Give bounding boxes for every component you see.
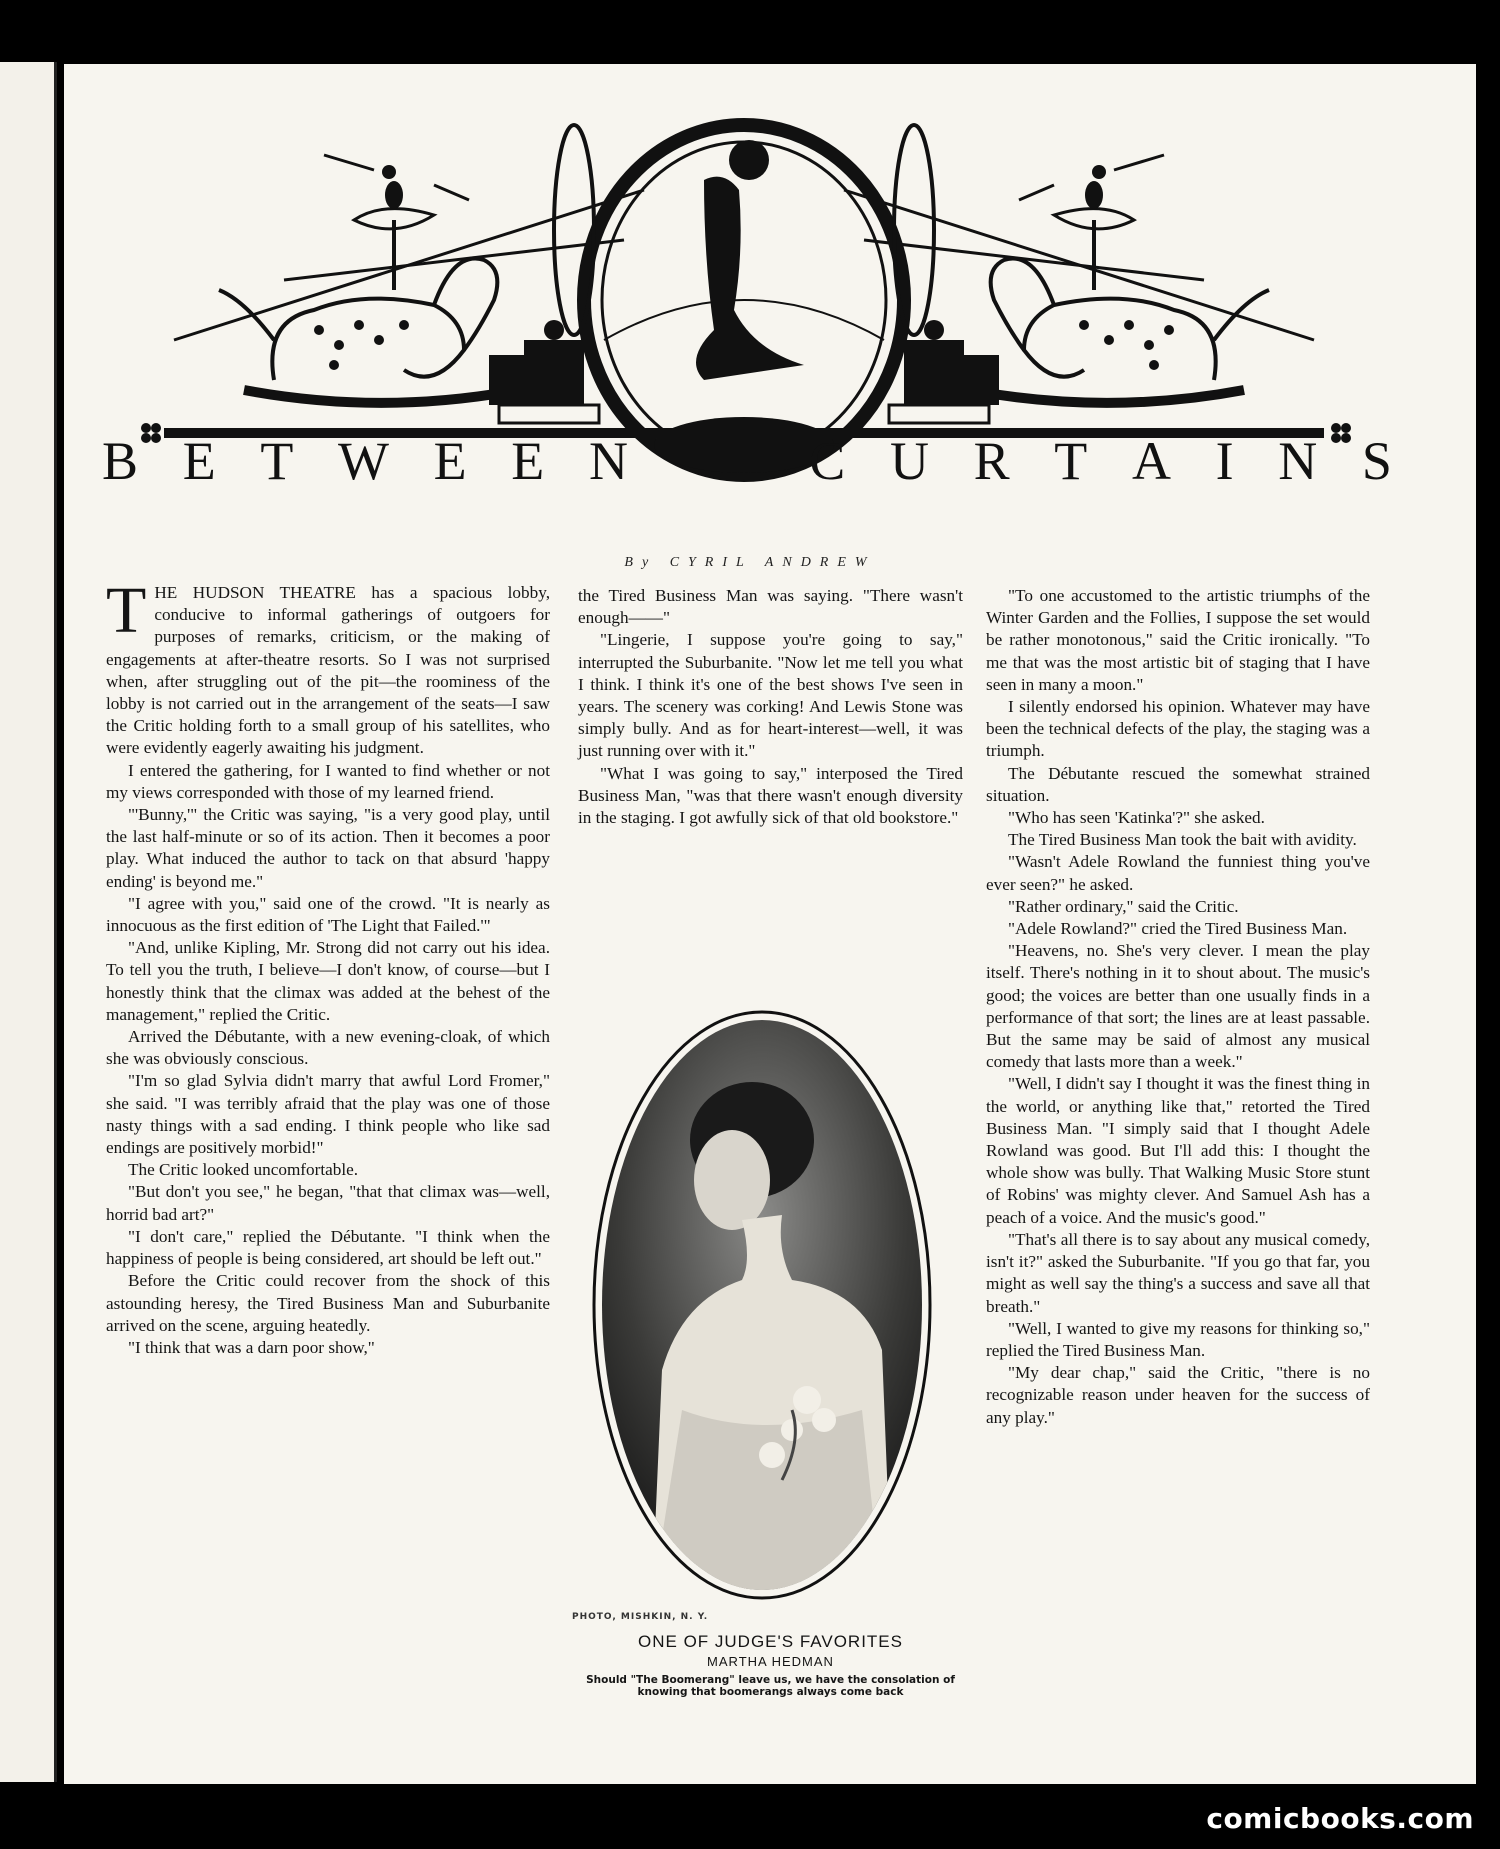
paragraph: "Heavens, no. She's very clever. I mean the play itself. There's nothing in it to shout about. The music's good; the voices are better than one usually finds in a performance of that sort; the lines are at least passable. But the same may be said of almost any musical comedy that lasts more than a week.": [986, 941, 1370, 1072]
caption-note: Should "The Boomerang" leave us, we have the consolation of knowing that boomerangs always come back: [586, 1674, 955, 1698]
title-word-gap: [673, 430, 765, 492]
paragraph: "Rather ordinary," said the Critic.: [1008, 896, 1239, 916]
paragraph: "I'm so glad Sylvia didn't marry that awful Lord Fromer," she said. "I was terribly afraid that the play was one of those nasty things with a sad ending. I think people who like sad endings are positively morbid!": [106, 1071, 550, 1158]
paragraph: I entered the gathering, for I wanted to find whether or not my views corresponded with those of my learned friend.: [106, 760, 550, 802]
paragraph: "To one accustomed to the artistic triumphs of the Winter Garden and the Follies, I suppose the set would be rather monotonous," said the Critic ironically. "To me that was the most artistic bit of staging that I have seen in many a moon.": [986, 586, 1370, 694]
paragraph: "Adele Rowland?" cried the Tired Business Man.: [1008, 919, 1348, 939]
title-letter: T: [260, 431, 294, 491]
watermark: comicbooks.com: [1206, 1802, 1474, 1835]
title-letter: E: [433, 431, 467, 491]
caption-title: ONE OF JUDGE'S FAVORITES: [638, 1632, 903, 1651]
paragraph: The Tired Business Man took the bait with avidity.: [1008, 830, 1357, 850]
byline: By CYRIL ANDREW: [624, 555, 876, 570]
text-column-1: [106, 574, 550, 1359]
paragraph: "My dear chap," said the Critic, "there is no recognizable reason under heaven for the success of any play.": [986, 1363, 1370, 1427]
paragraph: "That's all there is to say about any musical comedy, isn't it?" asked the Suburbanite. "If you go that far, you might as well say the thing's a success and save all that breath.": [986, 1229, 1370, 1316]
text-column-2: [578, 585, 963, 829]
paragraph: The Critic looked uncomfortable.: [128, 1160, 359, 1180]
paragraph: "Wasn't Adele Rowland the funniest thing you've ever seen?" he asked.: [986, 852, 1370, 894]
title-letter: E: [182, 431, 216, 491]
title-letter: A: [1131, 431, 1171, 491]
paragraph: Before the Critic could recover from the shock of this astounding heresy, the Tired Business Man and Suburbanite arrived on the scene, arguing heatedly.: [106, 1271, 550, 1335]
article-title: [102, 430, 1392, 492]
paragraph: "I don't care," replied the Débutante. "I think when the happiness of people is being considered, art should be left out.": [106, 1226, 550, 1269]
paragraph: "'Bunny,'" the Critic was saying, "is a very good play, until the last half-minute or so of its action. Then it becomes a poor play. What induced the author to tack on that absurd 'happy ending' is beyond me.": [106, 805, 550, 891]
paragraph: "What I was going to say," interposed the Tired Business Man, "was that there wasn't enough diversity in the staging. I got awfully sick of that old bookstore.": [578, 763, 963, 828]
paragraph: "I think that was a darn poor show,": [128, 1337, 375, 1357]
paragraph: "And, unlike Kipling, Mr. Strong did not carry out his idea. To tell you the truth, I believe—I don't know, of course—but I honestly think that the climax was added at the behest of the management," replied the Critic.: [106, 938, 550, 1024]
title-letter: N: [1278, 431, 1318, 491]
paragraph: "Lingerie, I suppose you're going to say," interrupted the Suburbanite. "Now let me tell you what I think. I think it's one of the best shows I've seen in years. The scenery was corking! And Lewis Stone was simply bully. And as for heart-interest—well, it was just running over with it.": [578, 630, 963, 761]
title-letter: R: [973, 431, 1010, 491]
title-letter: C: [809, 431, 846, 491]
paragraph: Arrived the Débutante, with a new evening-cloak, of which she was obviously conscious.: [106, 1027, 550, 1069]
title-letter: S: [1361, 431, 1392, 491]
text-column-3: [986, 585, 1370, 1429]
paragraph: "But don't you see," he began, "that that climax was—well, horrid bad art?": [106, 1182, 550, 1224]
title-letter: I: [1215, 431, 1234, 491]
paragraph: the Tired Business Man was saying. "There wasn't enough——": [578, 586, 963, 628]
title-letter: W: [338, 431, 389, 491]
caption-name: MARTHA HEDMAN: [707, 1654, 834, 1669]
paragraph: I silently endorsed his opinion. Whatever may have been the technical defects of the play, the staging was a triumph.: [986, 697, 1370, 761]
paragraph: THE HUDSON THEATRE has a spacious lobby, conducive to informal gatherings of outgoers for purposes of remarks, criticism, or the making of engagements at after-theatre resorts. So I was not surprised when, after struggling out of the pit—the roominess of the lobby is not carried out in the arrangement of the seats—I saw the Critic holding forth to a small group of his satellites, who were evidently eagerly awaiting his judgment.: [106, 574, 550, 758]
title-letter: T: [1054, 431, 1088, 491]
photo-credit: PHOTO, MISHKIN, N. Y.: [572, 1612, 709, 1622]
facing-page-edge: [0, 62, 57, 1782]
paragraph: "Well, I wanted to give my reasons for thinking so," replied the Tired Business Man.: [986, 1318, 1370, 1360]
portrait-photo: [592, 1010, 932, 1600]
paragraph: "I agree with you," said one of the crowd. "It is nearly as innocuous as the first edition of 'The Light that Failed.'": [106, 893, 550, 936]
paragraph: "Who has seen 'Katinka'?" she asked.: [1008, 808, 1265, 828]
title-letter: E: [511, 431, 545, 491]
paragraph: The Débutante rescued the somewhat strained situation.: [986, 763, 1370, 805]
paragraph: "Well, I didn't say I thought it was the finest thing in the world, or anything like that," retorted the Tired Business Man. "I simply said that I thought Adele Rowland was good. But I'll add this: I thought the whole show was bully. That Walking Music Store stunt of Robins' was mighty clever. And Samuel Ash has a peach of a voice. And the music's good.": [986, 1074, 1370, 1227]
drop-cap: T: [106, 574, 147, 647]
title-letter: B: [102, 431, 139, 491]
title-letter: N: [588, 431, 628, 491]
title-letter: U: [889, 431, 929, 491]
